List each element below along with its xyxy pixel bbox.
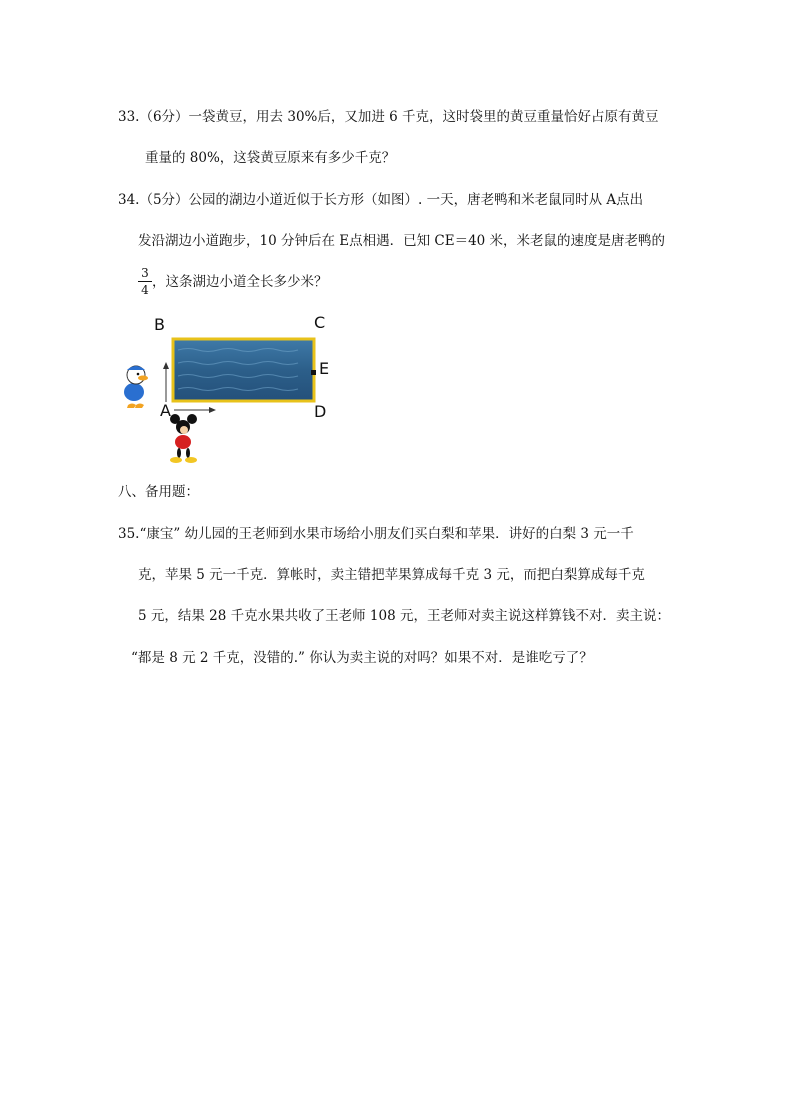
section-title: 八、备用题： [118, 484, 199, 500]
label-d: D [314, 402, 327, 421]
q34-line-3: ，这条湖边小道全长多少米？ [152, 274, 328, 290]
q35-line-2: 克，苹果 5 元一千克．算帐时，卖主错把苹果算成每千克 3 元，而把白梨算成每千克 [138, 567, 645, 583]
donald-duck-icon [124, 366, 148, 408]
q34-line-1: 34.（5分）公园的湖边小道近似于长方形（如图）. 一天，唐老鸭和米老鼠同时从 A点出 [118, 192, 644, 208]
point-e-marker [311, 370, 316, 375]
fraction-numerator: 3 [141, 266, 149, 280]
right-arrow-head [209, 407, 216, 413]
q35-line-3: 5 元，结果 28 千克水果共收了王老师 108 元，王老师对卖主说这样算钱不对．卖主说： [138, 608, 670, 624]
q33-line-1: 33.（6分）一袋黄豆，用去 30%后，又加进 6 千克，这时袋里的黄豆重量恰好占原有黄豆 [118, 109, 659, 125]
lake-diagram [118, 308, 348, 468]
label-e: E [319, 359, 330, 378]
up-arrow-head [163, 362, 169, 369]
q33-line-2: 重量的 80%，这袋黄豆原来有多少千克？ [145, 150, 396, 166]
q35-line-1: 35.“康宝” 幼儿园的王老师到水果市场给小朋友们买白梨和苹果．讲好的白梨 3 元一千 [118, 526, 634, 542]
q35-line-4: “都是 8 元 2 千克，没错的.” 你认为卖主说的对吗？如果不对．是谁吃亏了？ [131, 650, 593, 666]
lake-path-figure [118, 308, 348, 468]
mickey-mouse-icon [170, 414, 197, 463]
fraction-denominator: 4 [141, 283, 149, 297]
fraction-three-quarters [138, 266, 152, 297]
label-b: B [154, 315, 165, 334]
label-c: C [314, 313, 326, 332]
label-a: A [160, 401, 171, 420]
lake-water [173, 339, 314, 401]
q34-line-2: 发沿湖边小道跑步，10 分钟后在 E点相遇．已知 CE＝40 米，米老鼠的速度是唐老鸭的 [138, 233, 666, 249]
